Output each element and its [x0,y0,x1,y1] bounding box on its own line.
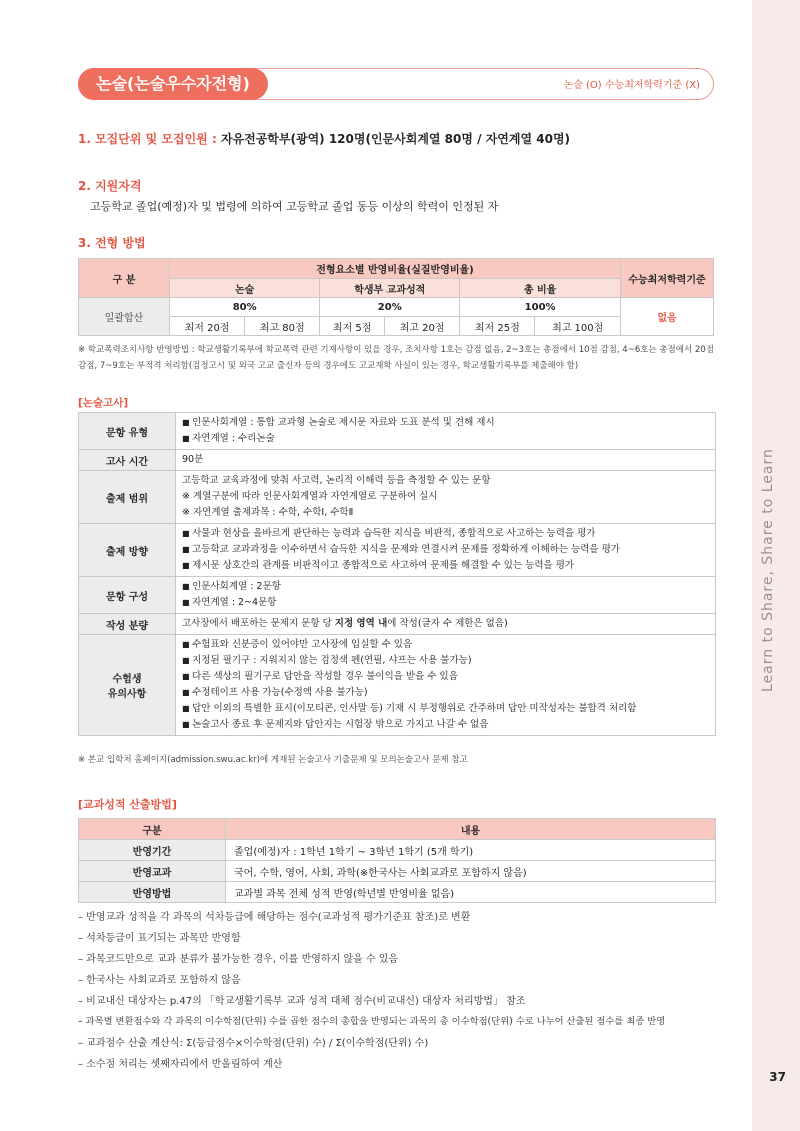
dash-line: – 비교내신 대상자는 p.47의 「학교생활기록부 교과 성적 대체 점수(비교내신) 대상자 처리방법」 참조 [78,996,526,1007]
section-2-label: 2. 지원자격 [78,179,142,193]
dash-line: – 교과점수 산출 계산식: Σ(등급점수×이수학점(단위) 수) / Σ(이수학점(단위) 수) [78,1038,429,1049]
caution-label-line: 수험생 [112,674,142,685]
amount-pre: 고사장에서 배포하는 문제지 문항 당 [182,618,335,629]
caution-item: ■ 다른 색상의 필기구로 답안을 작성할 경우 불이익을 받을 수 있음 [182,669,709,685]
caution-label-line: 유의사항 [107,689,147,700]
method-label: 반영방법 [79,882,226,903]
scope-cell [176,471,716,524]
essay-reference-note: ※ 본교 입학처 홈페이지(admission.swu.ac.kr)에 게재된 논술고사 기출문제 및 모의논술고사 문제 참고 [78,755,468,765]
dash-line: – 한국사는 사회교과로 포함하지 않음 [78,975,241,986]
amount-cell [176,614,716,635]
period-label: 반영기간 [79,840,226,861]
dash-line: – 과목코드만으로 교과 분류가 불가능한 경우, 이를 반영하지 않을 수 있음 [78,954,399,965]
caution-item: ■ 지정된 필기구 : 지워지지 않는 검정색 펜(연필, 샤프는 사용 불가능) [182,653,709,669]
csat-value: 없음 [621,298,714,336]
caution-cell [176,635,716,736]
header-title: 논술(논술우수자전형) [78,68,268,100]
essay-min: 최저 20점 [170,317,245,336]
grade-section-label: [교과성적 산출방법] [78,798,177,811]
dash-line: – 과목별 변환점수와 각 과목의 이수학점(단위) 수를 곱한 점수의 총합을 반영되는 과목의 총 이수학점(단위) 수로 나누어 산출된 점수를 최종 반영 [78,1016,666,1027]
time-label: 고사 시간 [79,450,176,471]
essay-max: 최고 80점 [245,317,320,336]
caution-item: ■ 답안 이외의 특별한 표시(이모티콘, 인사말 등) 기재 시 부정행위로 간주하며 답안 미작성자는 불합격 처리함 [182,701,709,717]
direction-item: ■ 고등학교 교과과정을 이수하면서 습득한 지식을 문제와 연결시켜 문제를 정확하게 이해하는 능력을 평가 [182,542,709,558]
record-col: 학생부 교과성적 [320,279,460,298]
caution-item: ■ 수험표와 신분증이 있어야만 고사장에 입실할 수 있음 [182,637,709,653]
type-label: 문항 유형 [79,413,176,450]
dash-line: – 소수점 처리는 셋째자리에서 반올림하여 계산 [78,1059,283,1070]
amount-label: 작성 분량 [79,614,176,635]
section-1-text: 자유전공학부(광역) 120명(인문사회계열 80명 / 자연계열 40명) [220,132,571,146]
composition-cell [176,577,716,614]
record-pct: 20% [320,298,460,317]
page-number: 37 [769,1070,786,1084]
section-3-label: 3. 전형 방법 [78,236,146,250]
type-cell [176,413,716,450]
section-1 [78,130,570,147]
method-value: 교과별 과목 전체 성적 반영(학년별 반영비율 없음) [226,882,716,903]
dash-line: – 석차등급이 표기되는 과목만 반영함 [78,933,241,944]
sidebar-slogan: Learn to Share, Share to Learn [760,448,776,692]
record-min: 최저 5점 [320,317,385,336]
gubun-header: 구 분 [79,259,170,298]
essay-section-label: [논술고사] [78,397,129,409]
gubun-col: 구분 [79,819,226,840]
content-col: 내용 [226,819,716,840]
amount-bold: 지정 영역 내 [334,618,388,629]
composition-item: ■ 자연계열 : 2~4문항 [182,595,709,611]
section-1-label: 1. 모집단위 및 모집인원 : [78,132,217,146]
period-value: 졸업(예정)자 : 1학년 1학기 ~ 3학년 1학기 (5개 학기) [226,840,716,861]
dash-line: – 반영교과 성적을 각 과목의 석차등급에 해당하는 점수(교과성적 평가기준표 참조)로 변환 [78,912,471,923]
record-max: 최고 20점 [385,317,460,336]
direction-cell [176,524,716,577]
scope-line: 고등학교 교육과정에 맞춰 사고력, 논리적 이해력 등을 측정할 수 있는 문항 [182,475,491,486]
scope-line: ※ 계열구분에 따라 인문사회계열과 자연계열로 구분하여 실시 [182,491,438,502]
type-item: ■ 인문사회계열 : 통합 교과형 논술로 제시문 자료와 도표 분석 및 견해 제시 [182,415,709,431]
essay-table [78,412,716,736]
caution-item: ■ 수정테이프 사용 가능(수정액 사용 불가능) [182,685,709,701]
total-pct: 100% [460,298,621,317]
subjects-value: 국어, 수학, 영어, 사회, 과학(※한국사는 사회교과로 포함하지 않음) [226,861,716,882]
section-2-text: 고등학교 졸업(예정)자 및 법령에 의하여 고등학교 졸업 동등 이상의 학력이 인정된 자 [90,200,499,213]
header-criteria: 논술 (O) 수능최저학력기준 (X) [563,80,700,91]
type-item: ■ 자연계열 : 수리논술 [182,431,709,447]
scope-line: ※ 자연계열 출제과목 : 수학, 수학Ⅰ, 수학Ⅱ [182,507,354,518]
school-violence-note: ※ 학교폭력조치사항 반영방법 : 학교생활기록부에 학교폭력 관련 기재사항이 있을 경우, 조치사항 1호는 감점 없음, 2~3호는 총점에서 10점 감점, 4~6호는 총점에서 20점 감점, 7~9호는 부적격 처리함(검정고시 및 외국 고교 출신자 등의 경우에도 고교재학 사실이 있는 경우, 학교생활기록부를 제출해야 함) [78,345,714,371]
total-col: 총 비율 [460,279,621,298]
grade-table [78,818,716,903]
composition-item: ■ 인문사회계열 : 2문항 [182,579,709,595]
total-min: 최저 25점 [460,317,535,336]
ratio-header: 전형요소별 반영비율(실질반영비율) [170,259,621,279]
scope-label: 출제 범위 [79,471,176,524]
time-value: 90분 [176,450,716,471]
essay-col: 논술 [170,279,320,298]
total-max: 최고 100점 [535,317,621,336]
subjects-label: 반영교과 [79,861,226,882]
selection-table [78,258,714,336]
essay-pct: 80% [170,298,320,317]
direction-label: 출제 방향 [79,524,176,577]
caution-item: ■ 논술고사 종료 후 문제지와 답안지는 시험장 밖으로 가지고 나갈 수 없음 [182,717,709,733]
csat-header: 수능최저학력기준 [621,259,714,298]
direction-item: ■ 사물과 현상을 올바르게 판단하는 능력과 습득한 지식을 비판적, 종합적으로 사고하는 능력을 평가 [182,526,709,542]
amount-post: 에 작성(글자 수 제한은 없음) [387,618,508,629]
row-label: 일괄합산 [79,298,170,336]
direction-item: ■ 제시문 상호간의 관계를 비판적이고 종합적으로 사고하여 문제를 해결할 수 있는 능력을 평가 [182,558,709,574]
caution-label [79,635,176,736]
composition-label: 문항 구성 [79,577,176,614]
